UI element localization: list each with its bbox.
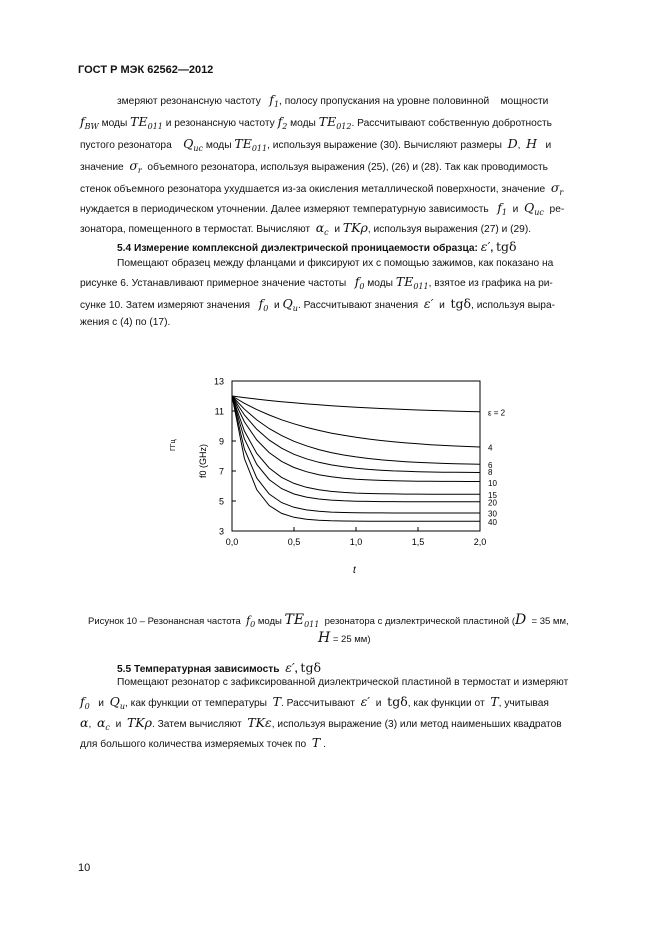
series-label: 20 [488, 498, 497, 508]
para1-line1 [117, 92, 548, 109]
series-label: ε = 2 [488, 408, 506, 418]
para1-line3: пустого резонатора $Q_{uc}$ моды $TE_{011}$, используя выражение (30). Вычисляют размеры D, H и [80, 136, 552, 153]
sym-alpha: α [80, 715, 89, 730]
series-label: 4 [488, 443, 493, 453]
figure-10-chart [150, 360, 530, 590]
text: мощности [500, 96, 549, 107]
sym-te012: $TE_{012}$ [318, 114, 352, 131]
sym-t: T [272, 694, 282, 709]
sym-tkrho: TKρ [126, 715, 152, 730]
para2-line3: сунке 10. Затем измеряют значения $f_0$ и $Q_u$. Рассчитывают значения ε′ и tgδ, используя выра- [80, 296, 556, 313]
sym-h: H [526, 136, 538, 151]
sym-eps-prime: ε′ [480, 239, 491, 254]
document-header: ГОСТ Р МЭК 62562—2012 [78, 64, 214, 76]
x-tick-label: 0,5 [287, 537, 301, 547]
para1-line5: стенок объемного резонатора ухудшается из-за окисления металлической поверхности, значение $\sigma_r$ [80, 180, 564, 197]
sym-tgd: tgδ [387, 694, 408, 709]
sym-fbw: $f_{BW}$ [80, 114, 99, 131]
series-label: 15 [488, 490, 497, 500]
sym-alpha-c: $\alpha_c$ [96, 715, 110, 732]
series-label: 8 [488, 468, 493, 477]
text: змеряют резонансную частоту [117, 96, 261, 107]
figure-10-caption: Рисунок 10 – Резонансная частота $f_0$ моды $TE_{011}$ резонатора с диэлектрической пластиной (D = 35 мм, [88, 612, 569, 629]
sym-tkeps: TKε [247, 715, 272, 730]
sym-te011: $TE_{011}$ [130, 114, 163, 131]
series-label: 10 [488, 479, 497, 488]
sym-te011: $TE_{011}$ [284, 612, 320, 629]
sym-tgd: tgδ [450, 296, 472, 311]
para3-line1: Помещают резонатор с зафиксированной диэлектрической пластиной в термостат и измеряют [117, 677, 569, 688]
sym-f0: $f_0$ [246, 614, 256, 629]
y-tick-label: 9 [218, 436, 224, 447]
text: , полосу пропускания на уровне половинной [279, 96, 490, 107]
y-axis-label-extra: ГГц [170, 439, 177, 451]
series-line [232, 396, 480, 447]
sym-d: D [515, 612, 527, 628]
para2-line2: рисунке 6. Устанавливают примерное значение частоты $f_0$ моды $TE_{011}$, взятое из графика на ри- [80, 274, 553, 291]
sym-tkrho: TKρ [342, 220, 368, 235]
y-axis-label: f0 (GHz) [198, 443, 208, 478]
sym-qu: $Q_u$ [109, 694, 126, 711]
sym-eps-prime: ε′ [360, 694, 371, 709]
sym-f0: $f_0$ [80, 694, 90, 711]
y-tick-label: 7 [218, 466, 224, 477]
sym-t: T [490, 694, 499, 709]
x-tick-label: 0,0 [225, 537, 239, 547]
series-line [232, 396, 480, 464]
x-tick-label: 2,0 [473, 537, 487, 547]
sym-f1: $f_1$ [269, 92, 280, 109]
sym-te011: $TE_{011}$ [234, 136, 268, 153]
para3-line4: для большого количества измеряемых точек по T . [80, 735, 326, 750]
page-number: 10 [78, 862, 91, 874]
y-tick-label: 13 [213, 376, 224, 387]
sym-f0: $f_0$ [354, 274, 365, 291]
y-tick-label: 3 [218, 526, 224, 537]
sym-d: D [507, 136, 518, 151]
para1-line7: зонатора, помещенного в термостат. Вычисляют $\alpha_c$ и TKρ, используя выражения (27) и (29). [80, 220, 532, 237]
para2-line1: Помещают образец между фланцами и фиксируют их с помощью зажимов, как показано на [117, 258, 554, 269]
sym-alpha-c: $\alpha_c$ [315, 220, 329, 237]
sym-tgd: tgδ [495, 239, 517, 254]
x-axis-label: t [353, 565, 356, 576]
sym-sigma-r: $\sigma_r$ [550, 180, 564, 197]
sym-sigma-r: $\sigma_r$ [129, 158, 142, 175]
sym-eps-prime: ε′ [423, 296, 434, 311]
series-line [232, 396, 480, 513]
sym-t: T [311, 735, 321, 750]
section-5-5-title: 5.5 Температурная зависимость ε′, tgδ [117, 660, 321, 675]
plot-frame [232, 381, 480, 531]
series-label: 40 [488, 517, 497, 527]
sym-quc: $Q_{uc}$ [523, 200, 544, 217]
series-line [232, 396, 480, 412]
para3-line2: $f_0$ и $Q_u$, как функции от температуры T. Рассчитывают ε′ и tgδ, как функции от T, учитывая [80, 694, 549, 711]
x-tick-label: 1,0 [349, 537, 363, 547]
para2-line4: жения с (4) по (17). [80, 317, 171, 328]
y-tick-label: 5 [218, 496, 224, 507]
sym-qu: $Q_u$ [282, 296, 298, 313]
sym-f1: $f_1$ [497, 200, 507, 217]
series-line [232, 396, 480, 502]
section-5-4-title: 5.4 Измерение комплексной диэлектрической проницаемости образца: ε′, tgδ [117, 239, 517, 254]
sym-f2: $f_2$ [277, 114, 288, 131]
series-label: 6 [488, 460, 493, 470]
para1-line4: значение $\sigma_r$ объемного резонатора, используя выражения (25), (26) и (28). Так как проводимость [80, 158, 548, 175]
sym-quc: $Q_{uc}$ [183, 136, 203, 153]
sym-h: H [318, 630, 331, 646]
figure-10-caption-line2: H = 25 мм) [318, 630, 371, 646]
series-label: 30 [488, 509, 497, 519]
x-tick-label: 1,5 [411, 537, 425, 547]
sym-f0: $f_0$ [258, 296, 269, 313]
y-tick-label: 11 [214, 406, 224, 417]
para1-line6: нуждается в периодическом уточнении. Далее измеряют температурную зависимость $f_1$ и $Q_{uc}$ ре- [80, 200, 565, 217]
sym-te011: $TE_{011}$ [395, 274, 429, 291]
sym-eps-prime: ε′ [285, 660, 295, 675]
sym-tgd: tgδ [300, 660, 321, 675]
para1-line2: $f_{BW}$ моды $TE_{011}$ и резонансную частоту $f_2$ моды $TE_{012}$. Рассчитывают собственную добротность [80, 114, 552, 131]
para3-line3: α, $\alpha_c$ и TKρ. Затем вычисляют TKε, используя выражение (3) или метод наименьших квадратов [80, 715, 562, 732]
